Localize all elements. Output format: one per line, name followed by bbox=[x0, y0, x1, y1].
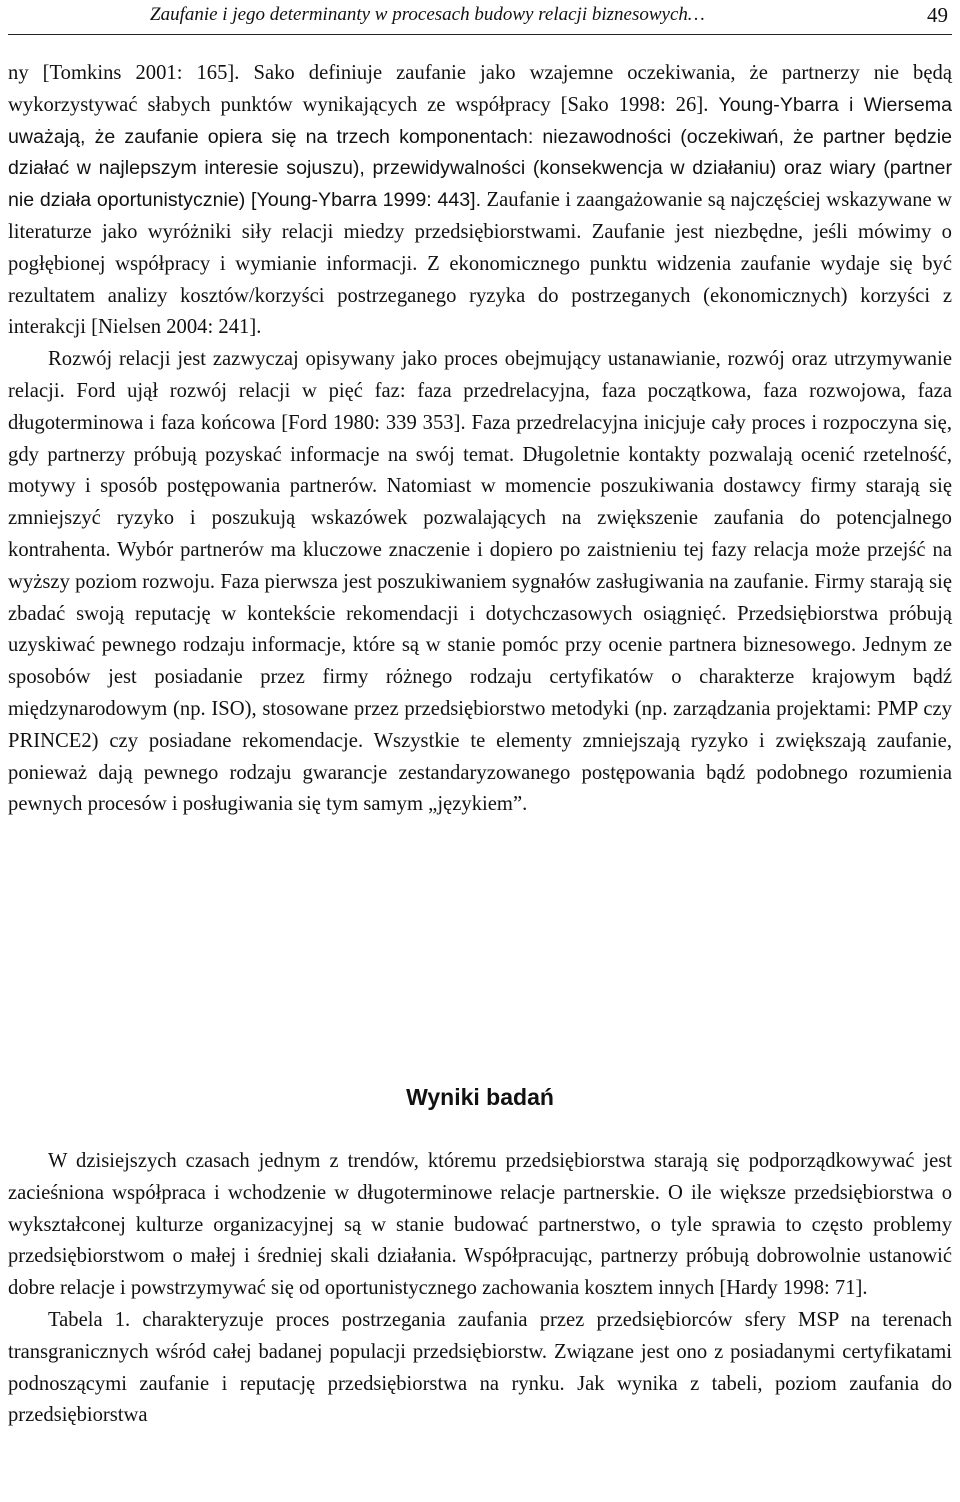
section-heading: Wyniki badań bbox=[406, 1084, 554, 1110]
paragraph-trust-definitions bbox=[8, 58, 952, 344]
paragraph-text: ny [Tomkins 2001: 165]. Sako definiuje zaufanie jako wzajemne oczekiwania, że partnerzy nie będą wykorzystywać słabych punktów wynikających ze współpracy [Sako 1998: 26]. bbox=[8, 62, 952, 116]
paragraph-text-sans: Young-Ybarra i Wiersema uważają, że zaufanie opiera się na trzech komponentach: niezawodności (oczekiwań, że partner będzie działać w najlepszym interesie sojuszu), przewidywalności (konsekwencja w działaniu) oraz wiary (partner nie działa oportunistycznie) [Young-Ybarra 1999: 443]. bbox=[8, 93, 952, 212]
running-header bbox=[8, 0, 952, 35]
paragraph-relationship-development: Rozwój relacji jest zazwyczaj opisywany jako proces obejmujący ustanawianie, rozwój oraz utrzymywanie relacji. Ford ujął rozwój relacji w pięć faz: faza przedrelacyjna, faza początkowa, faza rozwojowa, faza długoterminowa i faza końcowa [Ford 1980: 339 353]. Faza przedrelacyjna inicjuje cały proces i rozpoczyna się, gdy partnerzy próbują pozyskać informacje na swój temat. Długoletnie kontakty pozwalają ocenić rzetelność, motywy i sposób postępowania partnerów. Natomiast w momencie poszukiwania dostawcy firmy starają się zmniejszyć ryzyko i poszukują wskazówek pozwalających na zwiększenie zaufania do potencjalnego kontrahenta. Wybór partnerów ma kluczowe znaczenie i dopiero po zaistnieniu tej fazy relacja może przejść na wyższy poziom rozwoju. Faza pierwsza jest poszukiwaniem sygnałów zasługiwania na zaufanie. Firmy starają się zbadać swoją reputację w kontekście rekomendacji i dotychczasowych osiągnięć. Przedsiębiorstwa próbują uzyskiwać pewnego rodzaju informacje, które są w stanie pomóc przy ocenie partnera biznesowego. Jednym ze sposobów jest posiadanie przez firmy różnego rodzaju certyfikatów o charakterze krajowym bądź międzynarodowym (np. ISO), stosowane przez przedsiębiorstwo metodyki (np. zarządzania projektami: PMP czy PRINCE2) czy posiadane rekomendacje. Wszystkie te elementy zmniejszają ryzyko i zwiększają zaufanie, ponieważ dają pewnego rodzaju gwarancje zestandaryzowanego postępowania bądź podobnego rozumienia pewnych procesów i posługiwania się tym samym „językiem”. bbox=[8, 348, 952, 816]
paragraph-text: Zaufanie i zaangażowanie są najczęściej wskazywane w literaturze jako wyróżniki siły relacji miedzy przedsiębiorstwami. Zaufanie jest niezbędne, jeśli mówimy o pogłębionej współpracy i wymianie informacji. Z ekonomicznego punktu widzenia zaufanie wydaje się być rezultatem analizy kosztów/korzyści postrzeganego ryzyka do postrzeganych (ekonomicznych) korzyści z interakcji [Nielsen 2004: 241]. bbox=[8, 189, 952, 339]
page-number: 49 bbox=[927, 3, 948, 27]
running-header-title: Zaufanie i jego determinanty w procesach budowy relacji biznesowych… bbox=[150, 4, 705, 25]
paragraph-results-intro: W dzisiejszych czasach jednym z trendów, któremu przedsiębiorstwa starają się podporządkowywać jest zacieśniona współpraca i wchodzenie w długoterminowe relacje partnerskie. O ile większe przedsiębiorstwa o wykształconej kulturze organizacyjnej są w stanie budować partnerstwo, o tyle sprawia to często problemy przedsiębiorstwom o małej i średniej skali działania. Współpracując, partnerzy próbują dobrowolnie ustanowić dobre relacje i powstrzymywać się od oportunistycznego zachowania kosztem innych [Hardy 1998: 71]. bbox=[8, 1150, 952, 1300]
section-results-text bbox=[8, 1146, 952, 1432]
section-trust-text bbox=[8, 58, 952, 821]
paragraph-table-reference: Tabela 1. charakteryzuje proces postrzegania zaufania przez przedsiębiorców sfery MSP na terenach transgranicznych wśród całej badanej populacji przedsiębiorstw. Związane jest ono z posiadanymi certyfikatami podnoszącymi zaufanie i reputację przedsiębiorstwa na rynku. Jak wynika z tabeli, poziom zaufania do przedsiębiorstwa bbox=[8, 1308, 952, 1427]
